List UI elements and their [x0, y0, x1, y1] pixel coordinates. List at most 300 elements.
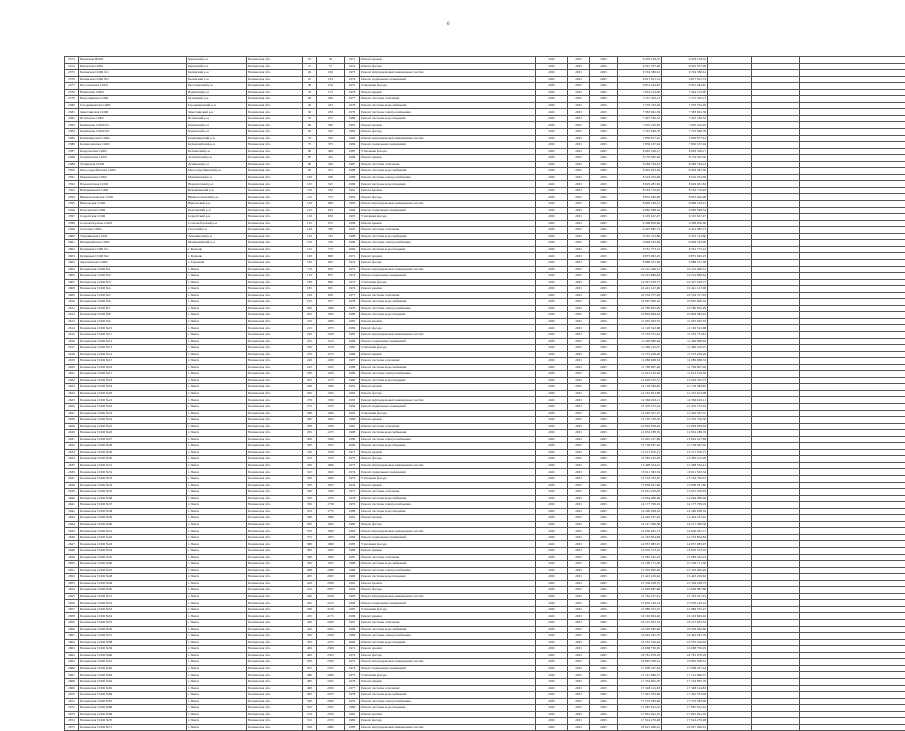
- table-cell: 2604: [65, 259, 79, 266]
- table-cell: 16 668 750,05: [662, 646, 708, 653]
- table-cell: 2023: [568, 220, 590, 227]
- table-cell: г. Пенза: [187, 417, 247, 424]
- table-cell: 2644: [65, 521, 79, 528]
- table-cell: Пензенская СОШ №13: [79, 345, 187, 352]
- table-cell: г. Пенза: [187, 462, 247, 469]
- table-cell: 2023: [568, 174, 590, 181]
- table-cell: 2601: [65, 240, 79, 247]
- table-cell: Пензенская обл.: [247, 318, 303, 325]
- table-cell: Лунинский р-н: [187, 161, 247, 168]
- table-cell: Пензенская обл.: [247, 443, 303, 450]
- table-cell: 2657: [65, 606, 79, 613]
- table-cell: 2045: [536, 600, 568, 607]
- table-cell: Пензенская обл.: [247, 724, 303, 731]
- table-cell: г. Пенза: [187, 469, 247, 476]
- table-cell: Пензенская обл.: [247, 148, 303, 155]
- table-cell: 2023: [568, 449, 590, 456]
- table-cell: 2375: [317, 665, 345, 672]
- table-cell: 2100: [317, 593, 345, 600]
- data-sheet: [64, 56, 850, 731]
- table-cell: Утепление фасада: [360, 148, 536, 155]
- table-cell: 1973: [345, 266, 360, 273]
- table-cell: 60: [303, 122, 317, 129]
- table-cell: Пензенская обл.: [247, 521, 303, 528]
- table-cell: 2045: [590, 665, 618, 672]
- table-cell: 16 329 062,66: [662, 626, 708, 633]
- table-cell: г. Пенза: [187, 325, 247, 332]
- table-cell: Утепление фасада: [360, 672, 536, 679]
- table-cell: 2598: [65, 220, 79, 227]
- table-cell: Пензенская обл.: [247, 122, 303, 129]
- table-cell: 2525: [317, 705, 345, 712]
- table-cell: Пензенская обл.: [247, 489, 303, 496]
- table-cell: 1982: [345, 521, 360, 528]
- table-cell: 365: [303, 521, 317, 528]
- table-cell: г. Пенза: [187, 672, 247, 679]
- table-cell: Бековский р-н: [187, 57, 247, 64]
- table-cell: Пензенская СОШ №30: [79, 456, 187, 463]
- table-cell: 1974: [345, 469, 360, 476]
- table-cell: 1975: [345, 476, 360, 483]
- table-cell: 425: [303, 600, 317, 607]
- table-cell: Утепление фасада: [360, 83, 536, 90]
- table-cell: 2045: [590, 148, 618, 155]
- table-cell: 2655: [65, 593, 79, 600]
- table-cell: 2045: [590, 227, 618, 234]
- table-cell: Бековский р-н: [187, 63, 247, 70]
- table-cell: 125: [303, 207, 317, 214]
- table-cell: г. Пенза: [187, 606, 247, 613]
- table-cell: 7 157 503,13: [662, 96, 708, 103]
- table-cell: 2045: [590, 521, 618, 528]
- table-cell: Белинская СОШ №2: [79, 76, 187, 83]
- table-cell: 370: [303, 528, 317, 535]
- table-cell: 470: [303, 659, 317, 666]
- table-cell: Пензенская обл.: [247, 102, 303, 109]
- table-cell: г. Пенза: [187, 358, 247, 365]
- table-cell: 2045: [590, 613, 618, 620]
- table-cell: 2045: [590, 174, 618, 181]
- table-cell: 2000: [345, 443, 360, 450]
- table-cell: Пензенская обл.: [247, 246, 303, 253]
- table-cell: 2023: [568, 606, 590, 613]
- table-cell: 17 801 041,35: [662, 711, 708, 718]
- table-cell: 2045: [536, 115, 568, 122]
- table-cell: 8 403 023,56: [618, 168, 662, 175]
- table-cell: 2045: [590, 76, 618, 83]
- table-cell: 1991: [345, 580, 360, 587]
- table-cell: 2045: [590, 561, 618, 568]
- table-cell: 2664: [65, 652, 79, 659]
- table-cell: 2023: [568, 286, 590, 293]
- table-cell: 2023: [568, 240, 590, 247]
- table-cell: 2600: [65, 233, 79, 240]
- table-cell: Пензенская обл.: [247, 534, 303, 541]
- table-cell: 2045: [536, 436, 568, 443]
- table-cell: 2023: [568, 273, 590, 280]
- table-cell: 7 610 419,65: [662, 122, 708, 129]
- table-cell: Пензенская обл.: [247, 561, 303, 568]
- table-cell: 375: [303, 534, 317, 541]
- table-cell: 290: [303, 423, 317, 430]
- table-cell: 675: [317, 220, 345, 227]
- table-cell: 12 479 272,24: [662, 403, 708, 410]
- table-cell: 15: [303, 63, 317, 70]
- table-cell: 10 101 460,51: [662, 266, 708, 273]
- table-cell: 2045: [590, 70, 618, 77]
- table-cell: г. Пенза: [187, 384, 247, 391]
- table-cell: Ремонт кровли: [360, 384, 536, 391]
- table-cell: 220: [303, 331, 317, 338]
- table-cell: 1980: [345, 312, 360, 319]
- table-cell: 1993: [345, 593, 360, 600]
- table-cell: 14 517 396,58: [618, 521, 662, 528]
- table-cell: 2023: [568, 489, 590, 496]
- table-cell: 2609: [65, 292, 79, 299]
- table-cell: Пензенская обл.: [247, 207, 303, 214]
- table-cell: 8 855 940,08: [618, 194, 662, 201]
- table-cell: 2627: [65, 410, 79, 417]
- table-cell: 1975: [317, 561, 345, 568]
- table-cell: 80: [303, 148, 317, 155]
- table-cell: 2589: [65, 161, 79, 168]
- table-cell: 1981: [345, 122, 360, 129]
- table-cell: 1100: [317, 331, 345, 338]
- table-cell: Пензенская обл.: [247, 266, 303, 273]
- table-cell: 2045: [590, 89, 618, 96]
- table-cell: 10 554 377,03: [662, 292, 708, 299]
- table-cell: Малосердобинская СОШ: [79, 168, 187, 175]
- table-cell: 2045: [590, 554, 618, 561]
- table-cell: Ремонт внутридомовых инженерных систем: [360, 331, 536, 338]
- table-cell: 2045: [536, 541, 568, 548]
- table-cell: 7 723 648,78: [618, 129, 662, 136]
- table-cell: 1250: [317, 371, 345, 378]
- table-cell: Утепление фасада: [360, 410, 536, 417]
- table-cell: 2045: [590, 606, 618, 613]
- table-cell: 1995: [345, 214, 360, 221]
- table-cell: 1990: [345, 377, 360, 384]
- table-cell: 14 970 313,10: [662, 548, 708, 555]
- table-cell: 775: [317, 246, 345, 253]
- table-cell: Кузнецкий р-н: [187, 96, 247, 103]
- table-cell: Пензенская СОШ №6: [79, 299, 187, 306]
- table-cell: 2045: [590, 476, 618, 483]
- table-cell: Пензенская СОШ №71: [79, 724, 187, 731]
- table-cell: 8 629 481,82: [618, 181, 662, 188]
- table-cell: 10 214 689,64: [662, 273, 708, 280]
- table-cell: 10 667 606,16: [618, 299, 662, 306]
- table-cell: 2023: [568, 534, 590, 541]
- table-cell: г. Пенза: [187, 423, 247, 430]
- table-cell: 2045: [536, 129, 568, 136]
- table-cell: 13 951 250,93: [618, 489, 662, 496]
- table-cell: 2023: [568, 187, 590, 194]
- table-cell: 215: [303, 325, 317, 332]
- table-cell: 75: [317, 63, 345, 70]
- table-cell: 105: [303, 181, 317, 188]
- table-cell: 155: [303, 246, 317, 253]
- table-cell: Ремонт системы водоотведения: [360, 312, 536, 319]
- table-cell: Пензенская СОШ №42: [79, 534, 187, 541]
- table-cell: 2594: [65, 194, 79, 201]
- table-cell: 17 008 437,44: [662, 665, 708, 672]
- table-cell: Пензенская обл.: [247, 417, 303, 424]
- table-cell: г. Пенза: [187, 397, 247, 404]
- table-cell: 490: [303, 685, 317, 692]
- table-cell: Пензенская СОШ №65: [79, 685, 187, 692]
- table-cell: Ремонт системы отопления: [360, 292, 536, 299]
- table-cell: Пензенская СОШ №39: [79, 515, 187, 522]
- table-cell: 2045: [590, 233, 618, 240]
- table-cell: 2045: [590, 443, 618, 450]
- table-cell: 2045: [590, 495, 618, 502]
- table-cell: г. Пенза: [187, 724, 247, 731]
- table-cell: 475: [303, 665, 317, 672]
- table-cell: 16 442 291,79: [662, 633, 708, 640]
- table-cell: 2045: [590, 508, 618, 515]
- table-cell: 2200: [317, 620, 345, 627]
- table-cell: Пензенская СОШ №48: [79, 574, 187, 581]
- table-cell: Ремонт системы электроснабжения: [360, 436, 536, 443]
- table-cell: 18 027 499,61: [662, 724, 708, 731]
- table-cell: 13 838 021,80: [618, 482, 662, 489]
- table-cell: Пензенская СОШ №15: [79, 358, 187, 365]
- table-cell: 550: [317, 187, 345, 194]
- table-cell: Ремонт системы водоснабжения: [360, 561, 536, 568]
- table-cell: 1978: [345, 692, 360, 699]
- table-cell: Пензенская СОШ №47: [79, 567, 187, 574]
- table-cell: 45: [303, 102, 317, 109]
- table-cell: 2579: [65, 96, 79, 103]
- table-cell: 2023: [568, 214, 590, 221]
- table-cell: 700: [317, 227, 345, 234]
- table-cell: 17 914 270,48: [618, 718, 662, 725]
- table-cell: 2045: [590, 135, 618, 142]
- table-cell: Ремонт системы водоотведения: [360, 508, 536, 515]
- table-cell: 9 195 627,47: [618, 214, 662, 221]
- table-cell: 2045: [536, 286, 568, 293]
- table-cell: Пензенская СОШ №8: [79, 312, 187, 319]
- table-cell: [800, 724, 905, 731]
- table-cell: 195: [303, 299, 317, 306]
- table-cell: 2023: [568, 528, 590, 535]
- table-cell: 285: [303, 417, 317, 424]
- table-cell: 2045: [536, 331, 568, 338]
- table-cell: 360: [303, 515, 317, 522]
- table-cell: 465: [303, 652, 317, 659]
- table-cell: 1375: [317, 403, 345, 410]
- table-cell: Пензенская обл.: [247, 548, 303, 555]
- table-cell: 1993: [345, 397, 360, 404]
- table-cell: Ремонт системы водоснабжения: [360, 692, 536, 699]
- table-cell: 2658: [65, 613, 79, 620]
- table-cell: 1977: [345, 96, 360, 103]
- table-cell: 2045: [536, 351, 568, 358]
- table-cell: 13 724 792,67: [662, 476, 708, 483]
- table-cell: 15 083 542,23: [618, 554, 662, 561]
- table-cell: Пензенская обл.: [247, 181, 303, 188]
- table-cell: 9 195 627,47: [662, 214, 708, 221]
- table-cell: г. Пенза: [187, 659, 247, 666]
- table-cell: 2023: [568, 456, 590, 463]
- table-cell: 17 234 895,70: [618, 678, 662, 685]
- table-cell: 2045: [536, 548, 568, 555]
- table-cell: Ремонт системы водоотведения: [360, 639, 536, 646]
- table-cell: Городищенская СОШ: [79, 102, 187, 109]
- table-cell: 14 177 709,19: [662, 502, 708, 509]
- table-cell: 13 611 563,54: [662, 469, 708, 476]
- table-cell: 150: [303, 240, 317, 247]
- table-cell: Ремонт кровли: [360, 449, 536, 456]
- table-cell: 12 026 355,72: [618, 377, 662, 384]
- table-cell: 11 460 210,07: [618, 345, 662, 352]
- table-cell: 12 705 730,50: [618, 417, 662, 424]
- table-cell: Пензенская обл.: [247, 469, 303, 476]
- table-cell: Ремонт внутридомовых инженерных систем: [360, 462, 536, 469]
- table-cell: Пензенская обл.: [247, 331, 303, 338]
- table-cell: 13 611 563,54: [618, 469, 662, 476]
- table-cell: 145: [303, 233, 317, 240]
- table-cell: 8 516 252,69: [618, 174, 662, 181]
- table-cell: 1972: [345, 456, 360, 463]
- table-cell: 9 422 085,73: [618, 227, 662, 234]
- table-cell: 2582: [65, 115, 79, 122]
- table-cell: 165: [303, 259, 317, 266]
- table-cell: 425: [317, 155, 345, 162]
- table-cell: 2023: [568, 515, 590, 522]
- table-cell: 9 875 002,25: [618, 253, 662, 260]
- table-cell: 6 591 357,48: [618, 63, 662, 70]
- table-cell: 15 762 917,01: [662, 593, 708, 600]
- table-cell: 1992: [345, 194, 360, 201]
- table-cell: Каменская СОШ №2: [79, 129, 187, 136]
- table-cell: 8 516 252,69: [662, 174, 708, 181]
- table-cell: 135: [303, 220, 317, 227]
- table-cell: Ремонт крыши: [360, 678, 536, 685]
- table-cell: 1982: [345, 129, 360, 136]
- table-cell: 2023: [568, 364, 590, 371]
- table-cell: 160: [303, 253, 317, 260]
- table-cell: 2045: [590, 482, 618, 489]
- table-cell: 16 102 604,40: [618, 613, 662, 620]
- table-cell: 275: [303, 403, 317, 410]
- table-cell: 2636: [65, 469, 79, 476]
- table-cell: 2023: [568, 685, 590, 692]
- table-cell: 2045: [536, 358, 568, 365]
- table-cell: 8 742 710,95: [618, 187, 662, 194]
- table-cell: 2648: [65, 548, 79, 555]
- table-cell: 2045: [536, 665, 568, 672]
- table-cell: г. Пенза: [187, 646, 247, 653]
- table-cell: 250: [303, 371, 317, 378]
- table-cell: 925: [317, 286, 345, 293]
- table-cell: Ремонт внутридомовых инженерных систем: [360, 266, 536, 273]
- table-cell: Пензенская СОШ №40: [79, 521, 187, 528]
- table-cell: Пензенская обл.: [247, 161, 303, 168]
- table-cell: Спасский р-н: [187, 227, 247, 234]
- table-cell: Пензенская обл.: [247, 155, 303, 162]
- table-cell: 16 555 520,92: [662, 639, 708, 646]
- table-cell: 1987: [345, 554, 360, 561]
- table-cell: 2045: [590, 305, 618, 312]
- table-cell: 9 875 002,25: [662, 253, 708, 260]
- table-cell: 1025: [317, 312, 345, 319]
- table-cell: Пензенская обл.: [247, 613, 303, 620]
- table-cell: 340: [303, 489, 317, 496]
- table-cell: 185: [303, 286, 317, 293]
- table-cell: Пензенская СОШ №68: [79, 705, 187, 712]
- table-cell: 2045: [590, 600, 618, 607]
- table-cell: 16 781 979,18: [618, 652, 662, 659]
- table-cell: 1996: [345, 417, 360, 424]
- table-cell: г. Пенза: [187, 705, 247, 712]
- table-cell: 2670: [65, 692, 79, 699]
- table-cell: Пензенская обл.: [247, 279, 303, 286]
- table-cell: 7 270 732,26: [618, 102, 662, 109]
- table-cell: 1975: [345, 83, 360, 90]
- table-cell: Ремонт внутридомовых инженерных систем: [360, 201, 536, 208]
- table-cell: 2275: [317, 639, 345, 646]
- table-cell: Пензенская СОШ №61: [79, 659, 187, 666]
- table-cell: 2023: [568, 718, 590, 725]
- table-cell: 2580: [65, 102, 79, 109]
- table-cell: 16 895 208,31: [618, 659, 662, 666]
- table-cell: 625: [317, 207, 345, 214]
- table-cell: 2045: [536, 403, 568, 410]
- table-cell: Пензенская обл.: [247, 286, 303, 293]
- table-cell: Наровчатский р-н: [187, 181, 247, 188]
- table-cell: г. Пенза: [187, 541, 247, 548]
- table-cell: 1988: [345, 561, 360, 568]
- table-cell: 2023: [568, 371, 590, 378]
- table-cell: Пензенская обл.: [247, 135, 303, 142]
- table-cell: г. Пенза: [187, 273, 247, 280]
- table-cell: 2225: [317, 626, 345, 633]
- table-cell: 2045: [590, 718, 618, 725]
- table-cell: 2045: [590, 449, 618, 456]
- table-cell: Ремонт системы водоотведения: [360, 115, 536, 122]
- table-cell: Пензенская обл.: [247, 567, 303, 574]
- table-cell: 15 423 229,62: [662, 574, 708, 581]
- table-cell: 2450: [317, 685, 345, 692]
- table-cell: 2023: [568, 574, 590, 581]
- table-cell: 140: [303, 227, 317, 234]
- table-cell: Пензенская СОШ №53: [79, 606, 187, 613]
- table-cell: Пензенская обл.: [247, 129, 303, 136]
- table-cell: 1987: [345, 161, 360, 168]
- table-cell: 335: [303, 482, 317, 489]
- table-cell: 1990: [345, 574, 360, 581]
- table-cell: 2607: [65, 279, 79, 286]
- table-cell: 2023: [568, 430, 590, 437]
- table-cell: Иссинский р-н: [187, 115, 247, 122]
- table-cell: Нижнеломовская СОШ: [79, 194, 187, 201]
- table-cell: 2325: [317, 652, 345, 659]
- table-cell: 15 989 375,27: [618, 606, 662, 613]
- table-cell: 1325: [317, 390, 345, 397]
- table-cell: Пензенская обл.: [247, 201, 303, 208]
- table-cell: 11 573 439,20: [662, 351, 708, 358]
- table-cell: 1999: [345, 436, 360, 443]
- table-cell: 1992: [345, 587, 360, 594]
- table-cell: Пензенская обл.: [247, 672, 303, 679]
- table-cell: 1925: [317, 548, 345, 555]
- table-cell: Пензенская СОШ №41: [79, 528, 187, 535]
- table-cell: 2045: [536, 148, 568, 155]
- table-cell: 2629: [65, 423, 79, 430]
- table-cell: 2045: [536, 574, 568, 581]
